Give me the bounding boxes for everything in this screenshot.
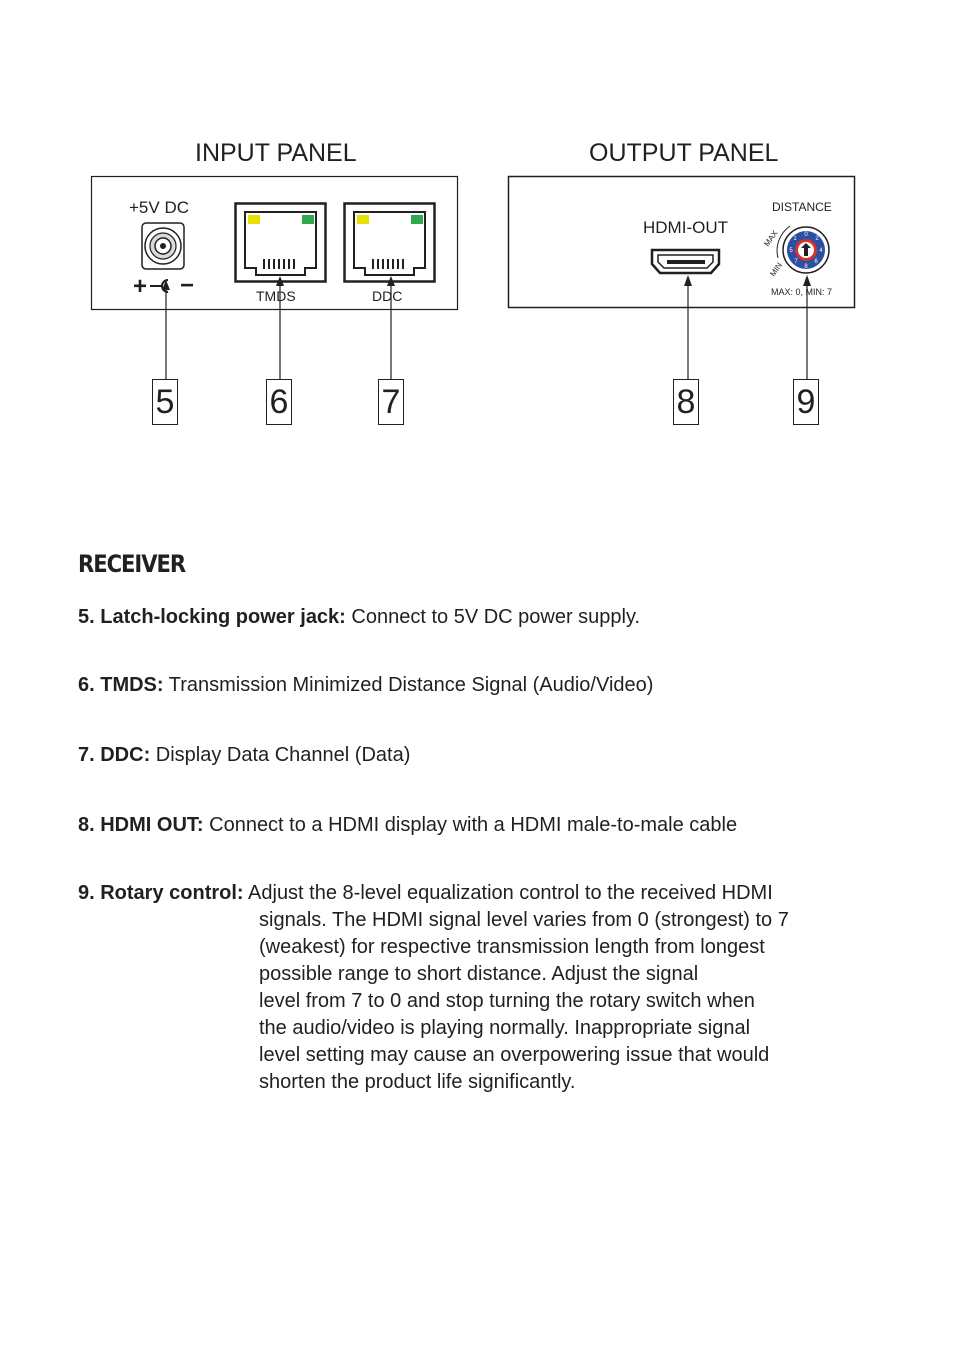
item-term: 7. DDC:: [78, 744, 151, 766]
item-desc-first: Adjust the 8-level equalization control to the received HDMI: [248, 882, 773, 904]
svg-text:5: 5: [789, 248, 793, 254]
polarity-plus: +: [133, 273, 148, 300]
item-desc: Connect to a HDMI display with a HDMI male-to-male cable: [209, 814, 738, 836]
list-item-power-jack: [78, 604, 838, 631]
power-label: +5V DC: [129, 198, 189, 217]
power-jack-icon: [142, 223, 184, 269]
ddc-led-yellow: [357, 215, 369, 224]
callout-7: 7: [378, 379, 404, 425]
item-desc: Connect to 5V DC power supply.: [351, 606, 641, 628]
list-item-ddc: [78, 742, 838, 769]
item-term: 5. Latch-locking power jack:: [78, 606, 346, 628]
item-desc-line: level from 7 to 0 and stop turning the rotary switch when: [259, 990, 755, 1012]
callout-9: 9: [793, 379, 819, 425]
item-term: 6. TMDS:: [78, 674, 164, 696]
item-desc-line: the audio/video is playing normally. Inappropriate signal: [259, 1017, 751, 1039]
item-desc-line: (weakest) for respective transmission length from longest: [259, 936, 765, 958]
panel-diagram: [0, 0, 954, 440]
polarity-minus: −: [180, 272, 195, 299]
svg-text:7: 7: [794, 259, 798, 265]
rotary-dial-icon: [777, 226, 829, 273]
ddc-label: DDC: [372, 288, 403, 304]
dial-max-label: MAX: [762, 228, 780, 249]
tmds-led-green: [302, 215, 314, 224]
svg-text:1: 1: [793, 236, 797, 242]
hdmi-port-icon: [652, 250, 719, 273]
svg-text:2: 2: [815, 236, 819, 242]
item-desc-line: level setting may cause an overpowering issue that would: [259, 1044, 770, 1066]
item-term: 9. Rotary control:: [78, 882, 244, 904]
receiver-heading: RECEIVER: [78, 550, 186, 578]
list-item-tmds: [78, 672, 838, 699]
callout-8: 8: [673, 379, 699, 425]
item-desc-line: possible range to short distance. Adjust the signal: [259, 963, 699, 985]
hdmi-out-label: HDMI-OUT: [643, 218, 728, 237]
tmds-port-icon: [236, 204, 326, 282]
tmds-led-yellow: [248, 215, 260, 224]
svg-text:0: 0: [804, 232, 808, 238]
ddc-port-icon: [345, 204, 435, 282]
svg-text:6: 6: [814, 259, 818, 265]
item-desc-line: shorten the product life significantly.: [259, 1071, 576, 1093]
input-panel-title: INPUT PANEL: [195, 139, 357, 167]
distance-label: DISTANCE: [772, 200, 832, 214]
item-term: 8. HDMI OUT:: [78, 814, 204, 836]
ddc-led-green: [411, 215, 423, 224]
svg-text:8: 8: [804, 264, 808, 270]
tmds-label: TMDS: [256, 288, 296, 304]
list-item-hdmi-out: [78, 812, 838, 839]
callout-6: 6: [266, 379, 292, 425]
svg-text:4: 4: [819, 248, 823, 254]
item-desc-line: signals. The HDMI signal level varies from 0 (strongest) to 7: [259, 909, 789, 931]
callout-5: 5: [152, 379, 178, 425]
item-desc: Display Data Channel (Data): [155, 744, 411, 766]
list-item-rotary-control: [78, 880, 838, 1096]
dial-min-label: MIN: [768, 260, 785, 279]
range-label: MAX: 0, MIN: 7: [771, 287, 833, 297]
output-panel-title: OUTPUT PANEL: [589, 139, 779, 167]
item-desc: Transmission Minimized Distance Signal (Audio/Video): [168, 674, 654, 696]
